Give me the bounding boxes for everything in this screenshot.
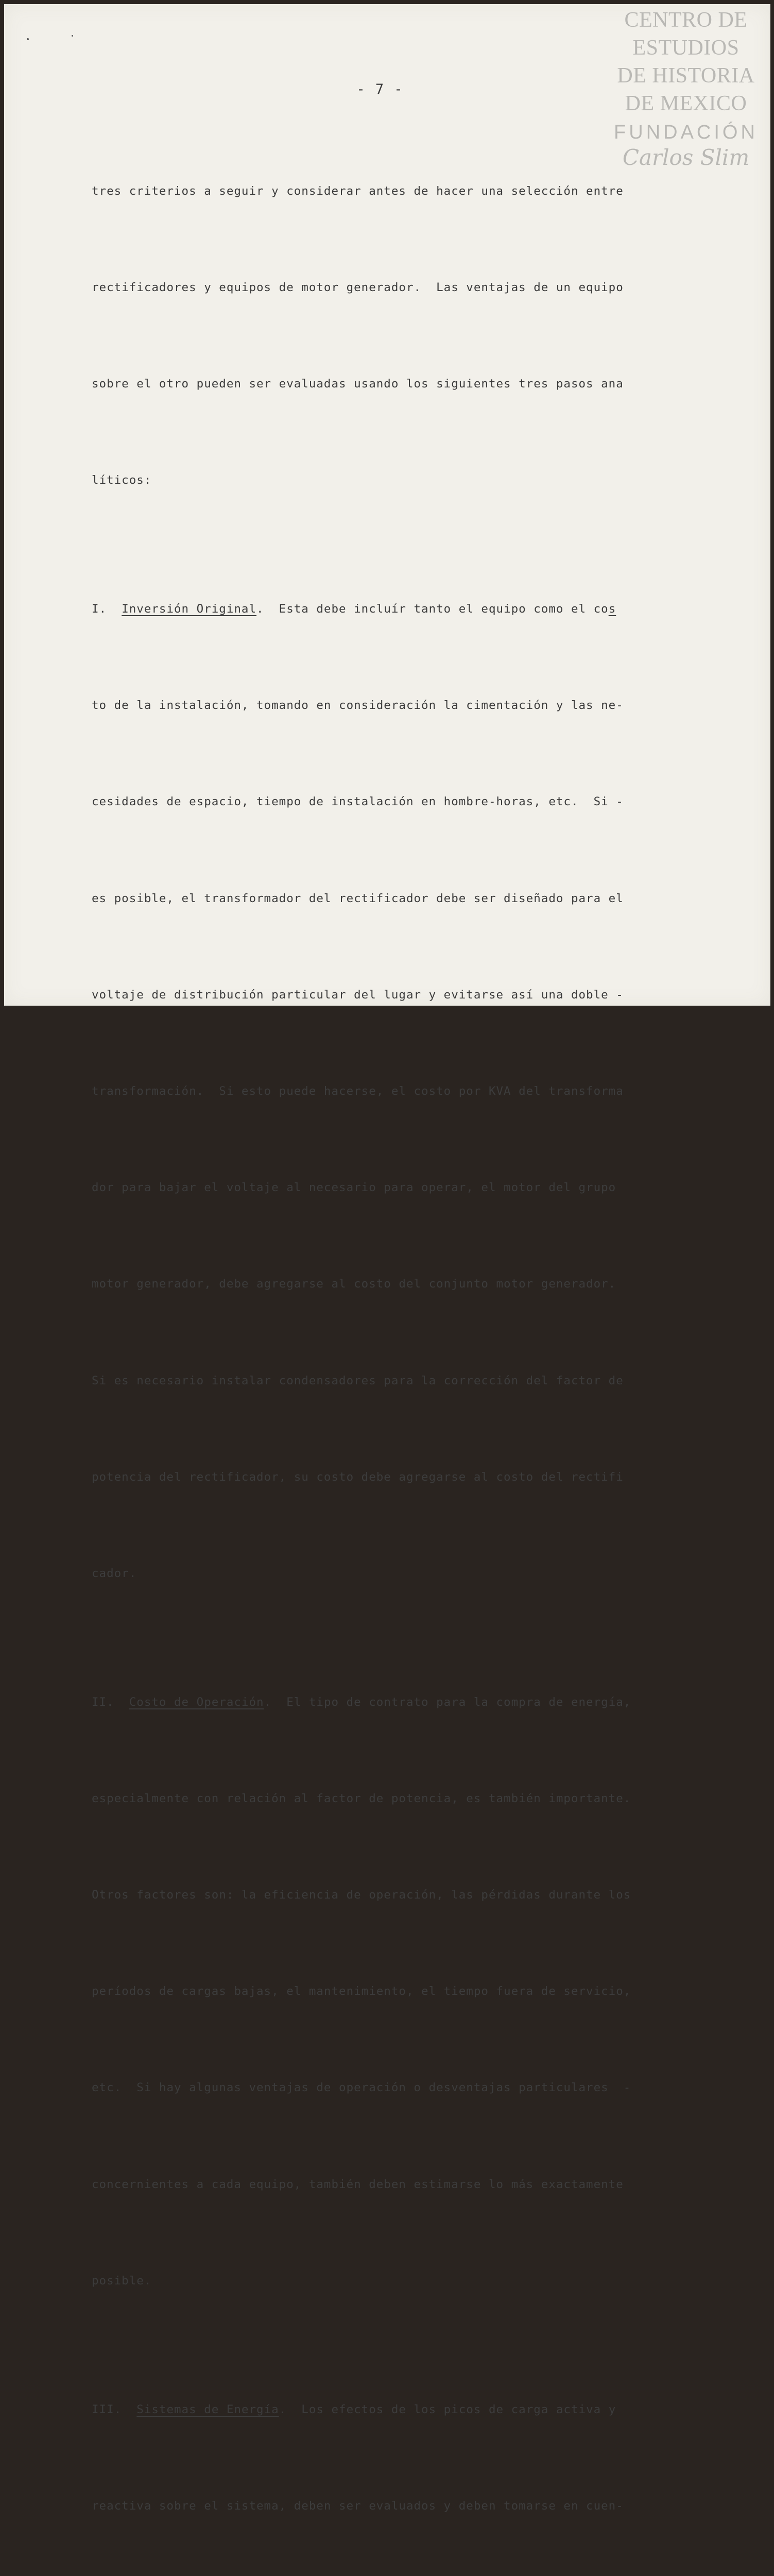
section-heading-line (92, 1686, 674, 1718)
text-line: es posible, el transformador del rectificador debe ser diseñado para el (92, 891, 624, 905)
text-line: Si es necesario instalar condensadores para la corrección del factor de (92, 1374, 624, 1387)
watermark-line: CENTRO DE (624, 8, 748, 32)
watermark-signature: Carlos Slim (622, 145, 750, 170)
text-line: reactiva sobre el sistema, deben ser evaluados y deben tomarse en cuen- (92, 2499, 624, 2513)
text-line: Otros factores son: la eficiencia de operación, las pérdidas durante los (92, 1888, 631, 1902)
text-line: cesidades de espacio, tiempo de instalación en hombre-horas, etc. Si - (92, 795, 624, 809)
watermark-line: ESTUDIOS (632, 36, 739, 60)
text-line-tail: s (608, 602, 616, 616)
text-line: . El tipo de contrato para la compra de energía, (264, 1695, 631, 1709)
speck-mark (72, 35, 73, 37)
section-number: I. (92, 602, 122, 616)
text-line: potencia del rectificador, su costo debe agregarse al costo del rectifi (92, 1470, 624, 1484)
watermark-line: FUNDACIÓN (614, 122, 758, 143)
text-line: etc. Si hay algunas ventajas de operación o desventajas particulares - (92, 2081, 631, 2095)
section-heading-line (92, 2394, 674, 2426)
section-title: Sistemas de Energía (136, 2402, 279, 2416)
section-title: Inversión Original (122, 602, 257, 616)
section-heading-line (92, 593, 674, 625)
text-line: concernientes a cada equipo, también deben estimarse lo más exactamente (92, 2177, 624, 2191)
section-title: Costo de Operación (129, 1695, 264, 1709)
text-line: períodos de cargas bajas, el mantenimiento, el tiempo fuera de servicio, (92, 1985, 631, 1998)
watermark-line: DE HISTORIA (617, 64, 755, 88)
text-line: voltaje de distribución particular del lugar y evitarse así una doble - (92, 988, 624, 1002)
text-line: . Los efectos de los picos de carga activa y (279, 2402, 616, 2416)
text-line: especialmente con relación al factor de potencia, es también importante. (92, 1791, 631, 1805)
text-line: sobre el otro pueden ser evaluadas usando los siguientes tres pasos ana (92, 377, 624, 391)
text-line: . Esta debe incluír tanto el equipo como el co (256, 602, 609, 616)
page-number: - 7 - (356, 81, 404, 97)
text-line: rectificadores y equipos de motor generador. Las ventajas de un equipo (92, 281, 624, 295)
text-line: dor para bajar el voltaje al necesario para operar, el motor del grupo (92, 1181, 616, 1195)
text-line: motor generador, debe agregarse al costo del conjunto motor generador. (92, 1277, 616, 1291)
text-line: posible. (92, 2274, 152, 2287)
section-number: II. (92, 1695, 129, 1709)
speck-mark (27, 38, 29, 40)
text-line: tres criterios a seguir y considerar antes de hacer una selección entre (92, 184, 624, 198)
document-page (4, 4, 770, 2513)
typed-body (92, 111, 674, 2576)
section-number: III. (92, 2402, 137, 2416)
text-line: cador. (92, 1567, 137, 1581)
text-line: transformación. Si esto puede hacerse, el costo por KVA del transforma (92, 1084, 624, 1098)
watermark-line: DE MEXICO (625, 92, 747, 115)
text-line: líticos: (92, 473, 152, 487)
text-line: to de la instalación, tomando en consideración la cimentación y las ne- (92, 699, 624, 713)
